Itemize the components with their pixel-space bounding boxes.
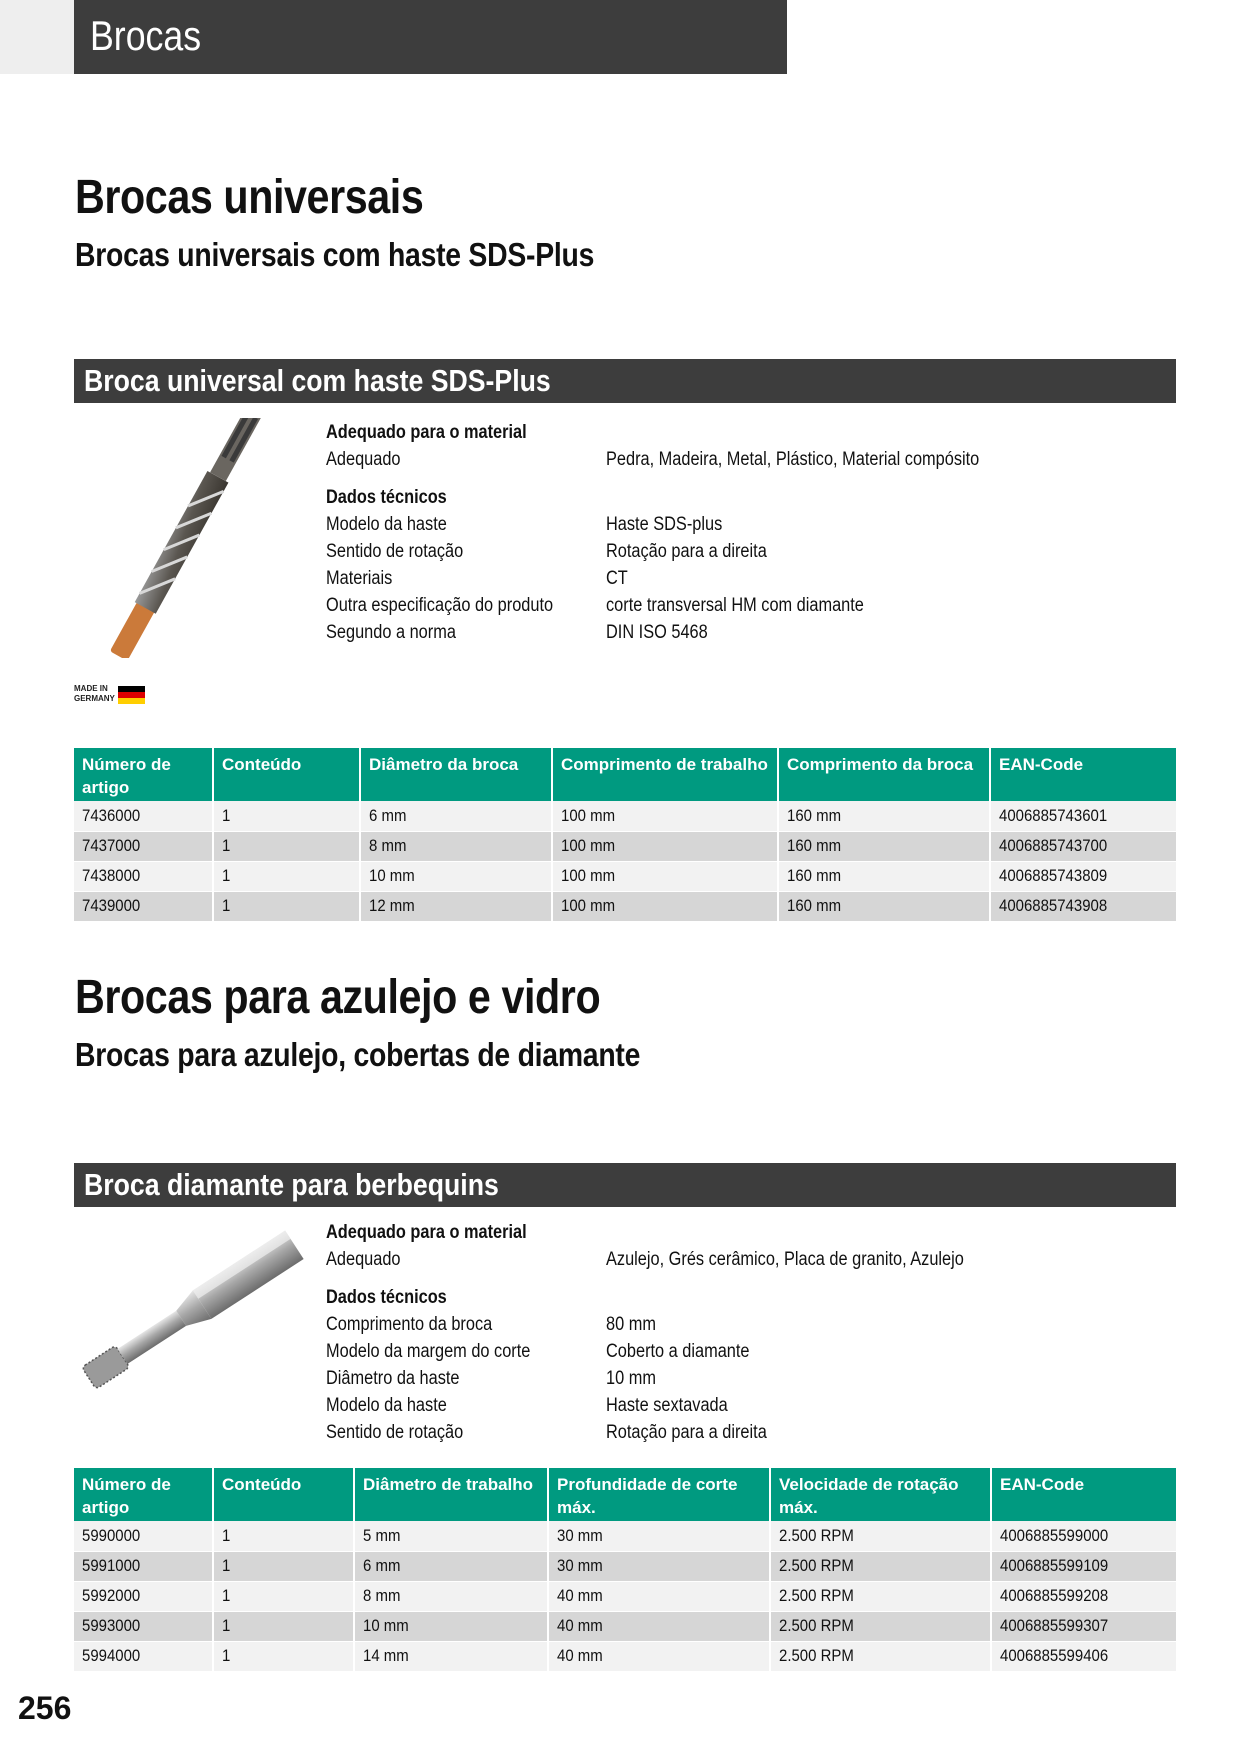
spec-row: Sentido de rotação Rotação para a direita — [326, 1422, 767, 1443]
section-subtitle: Brocas universais com haste SDS-Plus — [75, 236, 595, 273]
chapter-header — [74, 0, 787, 74]
spec-row: Segundo a norma DIN ISO 5468 — [326, 622, 708, 643]
table-row: 7439000 1 12 mm 100 mm 160 mm 4006885743908 — [74, 891, 1176, 921]
page-number: 256 — [18, 1690, 72, 1726]
col-header: Profundidade de corte máx. — [548, 1468, 770, 1521]
product-specs — [326, 1219, 1176, 1446]
diamond-drill-bit-image — [74, 1222, 304, 1402]
spec-row: Adequado Azulejo, Grés cerâmico, Placa de granito, Azulejo — [326, 1249, 964, 1270]
col-header: Número de artigo — [74, 1468, 213, 1521]
spec-row: Diâmetro da haste 10 mm — [326, 1368, 656, 1389]
col-header: Conteúdo — [213, 1468, 354, 1521]
page-corner-tab — [0, 0, 74, 74]
spec-row: Sentido de rotação Rotação para a direita — [326, 541, 767, 562]
product-table — [74, 1468, 1176, 1672]
table-row: 7437000 1 8 mm 100 mm 160 mm 4006885743700 — [74, 831, 1176, 861]
col-header: EAN-Code — [991, 1468, 1176, 1521]
product-specs — [326, 419, 1176, 646]
sds-drill-bit-image — [74, 418, 304, 658]
product-name: Broca universal com haste SDS-Plus — [84, 363, 551, 398]
material-group-title: Adequado para o material — [326, 422, 527, 443]
product-table — [74, 748, 1176, 922]
german-flag-icon — [118, 686, 145, 704]
table-row: 5993000 1 10 mm 40 mm 2.500 RPM 4006885599307 — [74, 1611, 1176, 1641]
col-header: Velocidade de rotação máx. — [770, 1468, 991, 1521]
col-header: Comprimento da broca — [778, 748, 990, 801]
tech-group-title: Dados técnicos — [326, 1287, 447, 1308]
col-header: Diâmetro da broca — [360, 748, 552, 801]
material-group-title: Adequado para o material — [326, 1222, 527, 1243]
col-header: Comprimento de trabalho — [552, 748, 778, 801]
table-row: 5992000 1 8 mm 40 mm 2.500 RPM 4006885599208 — [74, 1581, 1176, 1611]
spec-row: Modelo da margem do corte Coberto a diamante — [326, 1341, 750, 1362]
spec-row: Modelo da haste Haste SDS-plus — [326, 514, 723, 535]
table-row: 7438000 1 10 mm 100 mm 160 mm 4006885743809 — [74, 861, 1176, 891]
col-header: Número de artigo — [74, 748, 213, 801]
spec-row: Adequado Pedra, Madeira, Metal, Plástico, Material compósito — [326, 449, 980, 470]
product-name: Broca diamante para berbequins — [84, 1167, 499, 1202]
table-row: 5991000 1 6 mm 30 mm 2.500 RPM 4006885599109 — [74, 1551, 1176, 1581]
table-row: 5994000 1 14 mm 40 mm 2.500 RPM 4006885599406 — [74, 1641, 1176, 1671]
table-header-row — [74, 1468, 1176, 1521]
table-row: 7436000 1 6 mm 100 mm 160 mm 4006885743601 — [74, 801, 1176, 831]
table-row: 5990000 1 5 mm 30 mm 2.500 RPM 4006885599000 — [74, 1521, 1176, 1551]
section-title: Brocas universais — [75, 171, 424, 224]
spec-row: Materiais CT — [326, 568, 628, 589]
spec-row: Comprimento da broca 80 mm — [326, 1314, 656, 1335]
product-bar — [74, 1163, 1176, 1207]
table-header-row — [74, 748, 1176, 801]
product-bar — [74, 359, 1176, 403]
tech-group-title: Dados técnicos — [326, 487, 447, 508]
col-header: EAN-Code — [990, 748, 1176, 801]
chapter-title: Brocas — [90, 12, 202, 59]
col-header: Conteúdo — [213, 748, 360, 801]
col-header: Diâmetro de trabalho — [354, 1468, 548, 1521]
section-subtitle: Brocas para azulejo, cobertas de diamante — [75, 1036, 641, 1073]
made-in-germany-badge: MADE IN GERMANY — [74, 684, 146, 706]
spec-row: Modelo da haste Haste sextavada — [326, 1395, 728, 1416]
section-title: Brocas para azulejo e vidro — [75, 971, 601, 1024]
spec-row: Outra especificação do produto corte transversal HM com diamante — [326, 595, 864, 616]
